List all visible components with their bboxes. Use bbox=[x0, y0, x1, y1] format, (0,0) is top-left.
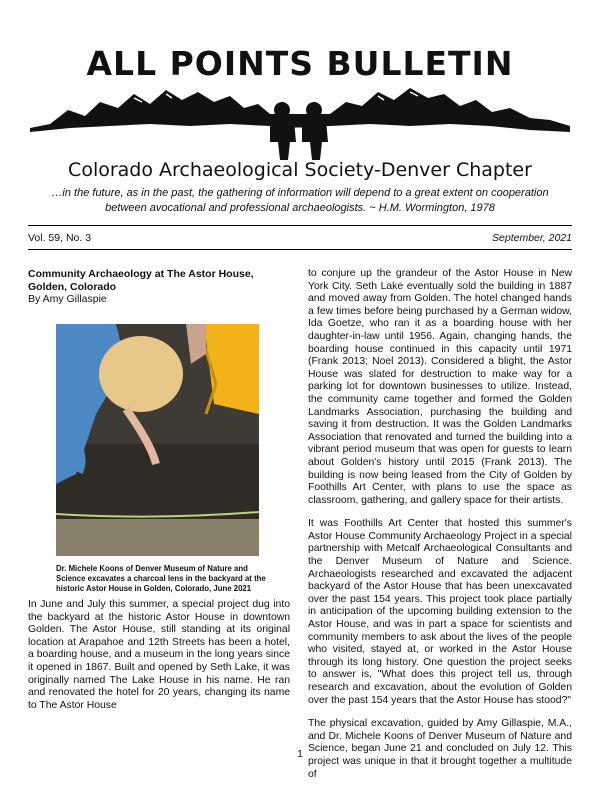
article-paragraph: In June and July this summer, a special project dug into the backyard at the historic Astor House in downtown Golden. The Astor House, still standing at its original location at Arapahoe and 12th Streets has been a hotel, a boarding house, and a museum in the long years since it opened in 1867. Built and opened by Seth Lake, it was originally named The Lake House in his name. He ran and renovated the hotel for 20 years, changing its name to The Astor House bbox=[28, 599, 290, 711]
wormington-quote: …in the future, as in the past, the gathering of information will depend to a great extent on cooperation between avocational and professional archaeologists. ~ H.M. Wormington, 1978 bbox=[51, 187, 549, 214]
column-left bbox=[28, 599, 290, 723]
header-rule-top bbox=[28, 225, 572, 226]
mountain-silhouette-logo bbox=[30, 80, 570, 160]
issue-date: September, 2021 bbox=[492, 232, 572, 244]
chapter-name: Colorado Archaeological Society-Denver Chapter bbox=[68, 159, 532, 181]
header-rule-bottom bbox=[28, 249, 572, 250]
article-paragraph: The physical excavation, guided by Amy Gillaspie, M.A., and Dr. Michele Koons of Denver Museum of Nature and Science, began June 21 and concluded on July 12. This project was unique in that it brought together a multitude of bbox=[308, 718, 572, 780]
article-paragraph: to conjure up the grandeur of the Astor House in New York City. Seth Lake eventually sold the building in 1887 and moved away from Golden. The hotel changed hands a few times before being purchased by a German widow, Ida Goetze, who ran it as a boarding house with her daughter-in-law until 1956. Again, changing hands, the boarding house continued in this capacity until 1971 (Frank 2013; Noel 2013). Considered a blight, the Astor House was slated for destruction to make way for a parking lot for downtown businesses to utilize. Instead, the community came together and formed the Golden Landmarks Association, purchasing the building and saving it from destruction. It was the Golden Landmarks Association that renovated and turned the building into a vibrant period museum that was open for guests to learn about Golden's history until 2015 (Frank 2013). The building is now being leased from the City of Golden by Foothills Art Center, with plans to use the space as classroom, gathering, and gallery space for their artists. bbox=[308, 268, 572, 506]
article-paragraph: It was Foothills Art Center that hosted this summer's Astor House Community Archaeology Project in a special partnership with Metcalf Archaeological Consultants and the Denver Museum of Nature and Science. Archaeologists researched and excavated the adjacent backyard of the Astor House that has been unexcavated over the past 154 years. This project took place partially in anticipation of the upcoming building extension to the Astor House, and was in part a space for scientists and community members to ask about the lives of the people who visited, stayed at, or worked in the Astor House through its long history. One question the project seeks to answer is, "What does this project tell us, through research and excavation, about the evolution of Golden over the past 154 years that the Astor House has stood?" bbox=[308, 518, 572, 706]
figures-icon bbox=[270, 102, 328, 160]
masthead-title: ALL POINTS BULLETIN bbox=[86, 44, 514, 83]
issue-volume: Vol. 59, No. 3 bbox=[28, 232, 92, 244]
excavation-photo bbox=[56, 324, 259, 556]
photo-caption: Dr. Michele Koons of Denver Museum of Nature and Science excavates a charcoal lens in the backyard at the historic Astor House in Golden, Colorado, June 2021 bbox=[56, 564, 266, 593]
column-right bbox=[308, 268, 572, 792]
article-byline: By Amy Gillaspie bbox=[28, 293, 107, 305]
page-number: 1 bbox=[297, 749, 303, 760]
article-title: Community Archaeology at The Astor House, Golden, Colorado bbox=[28, 268, 254, 293]
